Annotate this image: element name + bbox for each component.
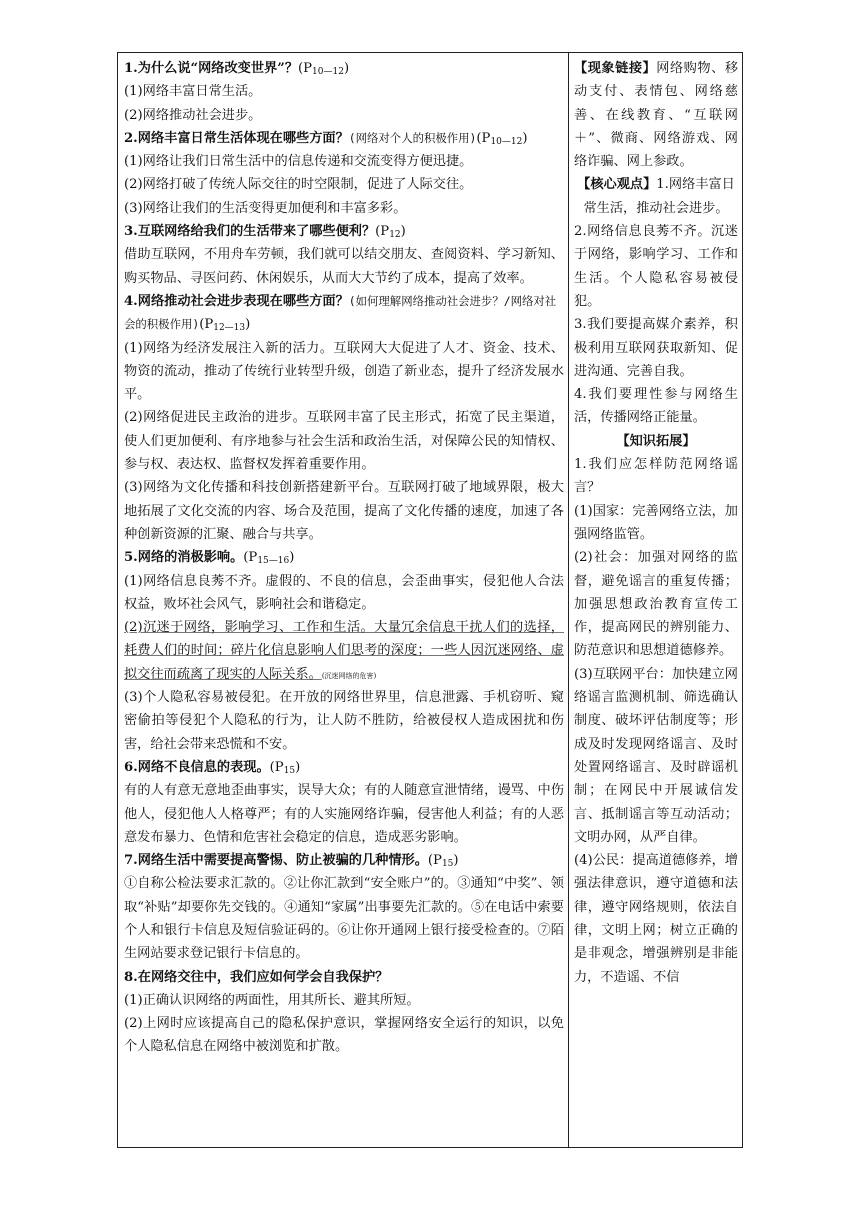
- page-ref: $(P_{12—13})$: [199, 317, 251, 334]
- answer: (3)个人隐私容易被侵犯。在开放的网络世界里，信息泄露、手机窃听、窥密偷拍等侵犯个人隐私的行为，让人防不胜防，给被侵权人造成困扰和伤害，给社会带来恐慌和不安。: [124, 690, 564, 752]
- page-ref: $(P_{10—12})$: [298, 61, 350, 77]
- question-5: 5.网络的消极影响。$(P_{15—16})$: [124, 550, 295, 567]
- answer: (2)网络打破了传统人际交往的时空限制，促进了人际交往。: [124, 177, 473, 193]
- main-content-column: [124, 57, 564, 1059]
- answer: (1)网络让我们日常生活中的信息传递和交流变得方便迅捷。: [124, 154, 473, 170]
- question-note: (如何理解网络推动社会进步？/网络对社会的积极作用): [124, 293, 557, 332]
- question-3: 3.互联网络给我们的生活带来了哪些便利？$(P_{12})$: [124, 224, 406, 241]
- core-view-item: 2.网络信息良莠不齐。沉迷于网络，影响学习、工作和生活。个人隐私容易被侵犯。: [574, 224, 738, 309]
- question-8: 8.在网络交往中，我们应如何学会自我保护？: [124, 969, 389, 985]
- answer-underlined: (2)沉迷于网络，影响学习、工作和生活。大量冗余信息干扰人们的选择，耗费人们的时间；碎片化信息影响人们思考的深度；一些人因沉迷网络、虚拟交往而疏离了现实的人际关系。(沉迷网络的危害): [124, 620, 564, 682]
- page-ref: $(P_{15—16})$: [243, 550, 295, 567]
- question-2: 2.网络丰富日常生活体现在哪些方面？(网络对个人的积极作用)$(P_{10—12})$: [124, 130, 528, 147]
- section-heading: 【现象链接】: [574, 61, 657, 76]
- side-note: (沉迷网络的危害): [321, 671, 377, 680]
- answer: (3)网络让我们的生活变得更加便利和丰富多彩。: [124, 200, 407, 216]
- answer: (1)网络为经济发展注入新的活力。互联网大大促进了人才、资金、技术、物资的流动，推动了传统行业转型升级，创造了新业态，提升了经济发展水平。: [124, 340, 564, 403]
- answer: (1)网络信息良莠不齐。虚假的、不良的信息，会歪曲事实，侵犯他人合法权益，败坏社会风气，影响社会和谐稳定。: [124, 573, 564, 612]
- extension-answer: (2)社会：加强对网络的监督，避免谣言的重复传播；加强思想政治教育宣传工作，提高网民的辨别能力、防范意识和思想道德修养。: [574, 550, 738, 659]
- core-view-item: 4.我们要理性参与网络生活，传播网络正能量。: [574, 387, 738, 426]
- answer: (1)网络丰富日常生活。: [124, 84, 262, 100]
- answer: (3)网络为文化传播和科技创新搭建新平台。互联网打破了地域界限，极大地拓展了文化交流的内容、场合及范围，提高了文化传播的速度，加速了各种创新资源的汇聚、融合与共享。: [124, 480, 564, 542]
- section-heading: 【知识拓展】: [616, 433, 696, 449]
- answer: ①自称公检法要求汇款的。②让你汇款到“安全账户”的。③通知“中奖”、领取“补贴”却要你先交钱的。④通知“家属”出事要先汇款的。⑤在电话中索要个人和银行卡信息及短信验证码的。⑥让你开通网上银行接受检查的。⑦陌生网站要求登记银行卡信息的。: [124, 876, 564, 962]
- page-ref: $(P_{10—12})$: [476, 130, 528, 147]
- core-view-item: 3.我们要提高媒介素养，积极利用互联网获取新知、促进沟通、完善自我。: [574, 317, 738, 379]
- page-ref: $(P_{15})$: [427, 853, 459, 870]
- side-notes-column: [574, 57, 738, 989]
- question-1: 1.为什么说“网络改变世界”？$(P_{10—12})$: [124, 61, 350, 77]
- document-table: [117, 52, 743, 1148]
- answer: 借助互联网，不用舟车劳顿，我们就可以结交朋友、查阅资料、学习新知、购买物品、寻医问药、休闲娱乐，从而大大节约了成本，提高了效率。: [124, 247, 564, 286]
- question-7: 7.网络生活中需要提高警惕、防止被骗的几种情形。$(P_{15})$: [124, 853, 459, 870]
- section-heading: 【核心观点】: [577, 177, 657, 193]
- answer: (1)正确认识网络的两面性，用其所长、避其所短。: [124, 992, 420, 1008]
- answer: (2)网络促进民主政治的进步。互联网丰富了民主形式，拓宽了民主渠道，使人们更加便利、有序地参与社会生活和政治生活，对保障公民的知情权、参与权、表达权、监督权发挥着重要作用。: [124, 410, 564, 473]
- answer: (2)上网时应该提高自己的隐私保护意识，掌握网络安全运行的知识，以免个人隐私信息在网络中被浏览和扩散。: [124, 1016, 564, 1055]
- extension-answer: (1)国家：完善网络立法，加强网络监管。: [574, 503, 738, 542]
- page-ref: $(P_{15})$: [269, 759, 301, 776]
- core-view: 【核心观点】1.网络丰富日常生活，推动社会进步。: [577, 177, 735, 216]
- phenomenon-link: 【现象链接】网络购物、移动支付、表情包、网络慈善、在线教育、“互联网＋”、微商、网络游戏、网络诈骗、网上参政。: [574, 61, 739, 170]
- question-note: (网络对个人的积极作用): [348, 130, 477, 145]
- answer: (2)网络推动社会进步。: [124, 107, 262, 123]
- extension-question: 1.我们应怎样防范网络谣言？: [574, 457, 738, 496]
- question-4: 4.网络推动社会进步表现在哪些方面？(如何理解网络推动社会进步？/网络对社会的积极作用)$(P_{12—13})$: [124, 293, 557, 334]
- answer: 有的人有意无意地歪曲事实，误导大众；有的人随意宣泄情绪，谩骂、中伤他人，侵犯他人人格尊严；有的人实施网络诈骗，侵害他人利益；有的人恶意发布暴力、色情和危害社会稳定的信息，造成恶劣影响。: [124, 783, 564, 845]
- extension-answer: (3)互联网平台：加快建立网络谣言监测机制、筛选确认制度、破坏评估制度等；形成及时发现网络谣言、及时处置网络谣言、及时辟谣机制；在网民中开展诚信发言、抵制谣言等互动活动；文明办网，从严自律。: [574, 666, 738, 845]
- column-divider: [568, 53, 569, 1147]
- question-6: 6.网络不良信息的表现。$(P_{15})$: [124, 759, 301, 776]
- page-ref: $(P_{12})$: [375, 224, 406, 241]
- extension-answer: (4)公民：提高道德修养，增强法律意识，遵守道德和法律，遵守网络规则，依法自律，文明上网；树立正确的是非观念，增强辨别是非能力，不造谣、不信: [574, 853, 738, 985]
